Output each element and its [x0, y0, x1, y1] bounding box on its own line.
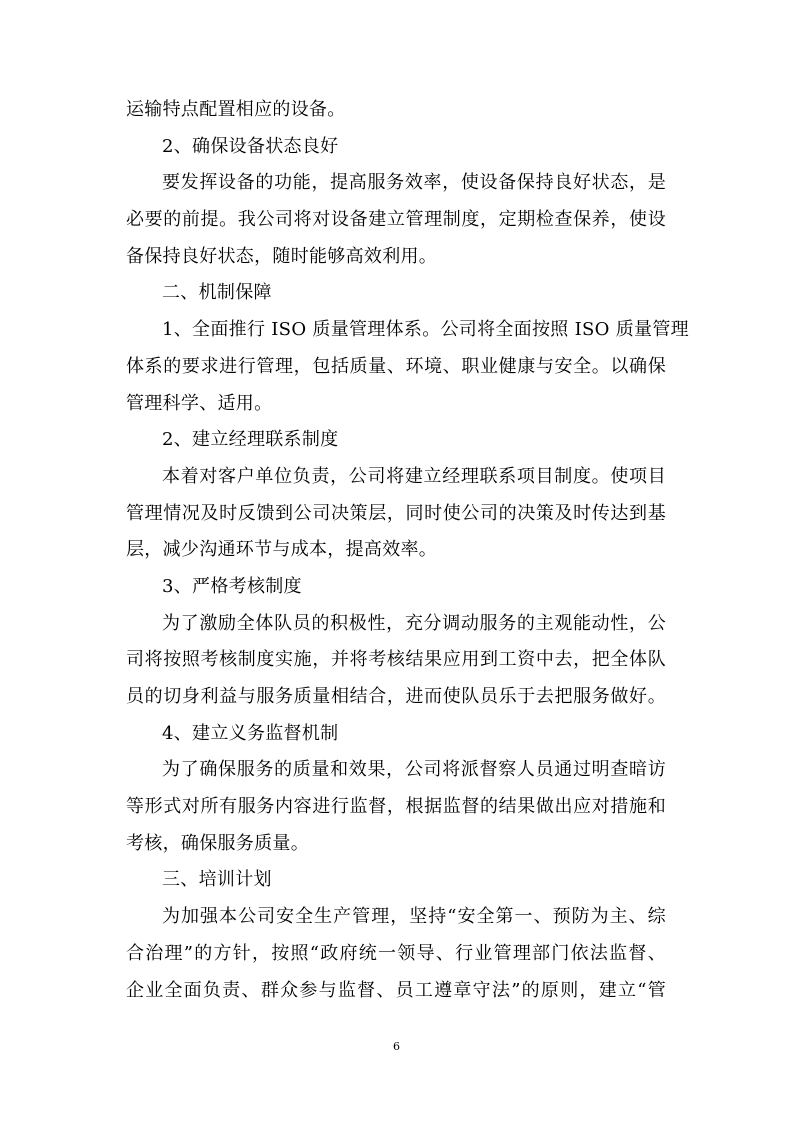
text-line: 考核，确保服务质量。	[126, 832, 309, 854]
text-line: 为加强本公司安全生产管理，坚持“安全第一、预防为主、综	[162, 906, 666, 928]
text-line: 二、机制保障	[162, 282, 272, 304]
text-line: 1、全面推行 ISO 质量管理体系。公司将全面按照 ISO 质量管理	[162, 319, 689, 341]
text-line: 为了激励全体队员的积极性，充分调动服务的主观能动性，公	[162, 612, 666, 634]
text-line: 层，减少沟通环节与成本，提高效率。	[126, 539, 438, 561]
text-line: 本着对客户单位负责，公司将建立经理联系项目制度。使项目	[162, 465, 666, 487]
text-line: 备保持良好状态，随时能够高效利用。	[126, 245, 438, 267]
text-line: 体系的要求进行管理，包括质量、环境、职业健康与安全。以确保	[126, 355, 666, 377]
text-line: 运输特点配置相应的设备。	[126, 99, 346, 120]
document-body	[126, 92, 689, 1009]
text-line: 员的切身利益与服务质量相结合，进而使队员乐于去把服务做好。	[126, 686, 666, 707]
text-line: 合治理”的方针，按照“政府统一领导、行业管理部门依法监督、	[126, 942, 666, 964]
page-number: 6	[393, 1040, 400, 1053]
text-line: 4、建立义务监督机制	[162, 722, 339, 744]
text-line: 3、严格考核制度	[162, 575, 302, 597]
text-line: 为了确保服务的质量和效果，公司将派督察人员通过明查暗访	[162, 759, 666, 781]
text-line: 管理情况及时反馈到公司决策层，同时使公司的决策及时传达到基	[126, 502, 666, 524]
text-line: 必要的前提。我公司将对设备建立管理制度，定期检查保养，使设	[126, 209, 666, 231]
text-line: 司将按照考核制度实施，并将考核结果应用到工资中去，把全体队	[126, 649, 666, 671]
text-line: 要发挥设备的功能，提高服务效率，使设备保持良好状态，是	[162, 172, 666, 194]
text-line: 2、建立经理联系制度	[162, 429, 339, 451]
text-line: 管理科学、适用。	[126, 392, 273, 414]
text-line: 等形式对所有服务内容进行监督，根据监督的结果做出应对措施和	[126, 796, 666, 818]
text-line: 三、培训计划	[162, 869, 272, 891]
text-line: 2、确保设备状态良好	[162, 135, 339, 157]
text-line: 企业全面负责、群众参与监督、员工遵章守法”的原则，建立“管	[126, 979, 666, 1001]
